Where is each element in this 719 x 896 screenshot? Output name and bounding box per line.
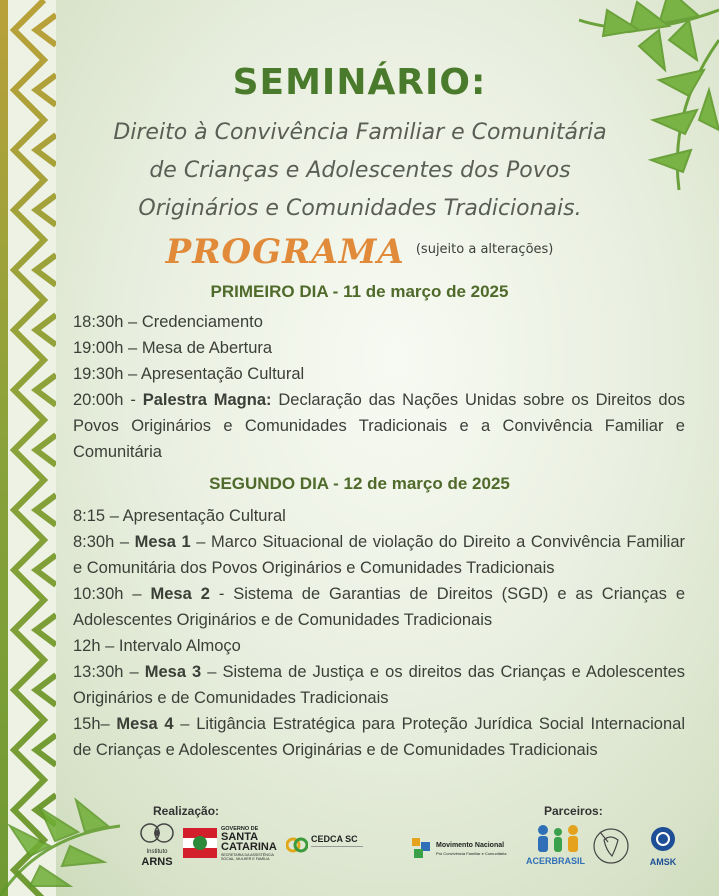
day2-heading: SEGUNDO DIA - 12 de março de 2025 [209, 474, 510, 493]
cedca-divider [311, 846, 363, 857]
programa-note: (sujeito a alterações) [415, 242, 554, 257]
sc-flag-icon [183, 828, 217, 858]
sc-name-1: SANTA [221, 831, 259, 843]
realizacao-label: Realização: [153, 804, 220, 818]
programa-heading: PROGRAMA [165, 232, 405, 272]
cedca-text: CEDCA SC [311, 834, 358, 844]
acer-brasil-logo [526, 824, 590, 868]
movimento-text: Movimento Nacional [436, 842, 505, 849]
schedule-item: 13:30h – Mesa 3 – Sistema de Justiça e os direitos das Crianças e Adolescentes Originários e de Comunidades Tradicionais [73, 663, 685, 707]
movimento-emblem-icon [410, 836, 432, 860]
subtitle-line: Direito à Convivência Familiar e Comunitária [113, 120, 607, 145]
schedule-item: 20:00h - Palestra Magna: Declaração das Nações Unidas sobre os Direitos dos Povos Originários e Comunidades Tradicionais e a Convivência Familiar e Comunitária [73, 391, 685, 461]
day1-heading: PRIMEIRO DIA - 11 de março de 2025 [210, 282, 509, 301]
schedule-item: 8:15 – Apresentação Cultural [73, 507, 286, 525]
page-title: SEMINÁRIO: [232, 62, 487, 103]
acer-text: ACERBRASIL [526, 856, 586, 866]
sc-name-2: CATARINA [221, 841, 277, 853]
arns-emblem-icon [139, 822, 175, 844]
schedule-item: 8:30h – Mesa 1 – Marco Situacional de violação do Direito a Convivência Familiar e Comunitária dos Povos Originários e Comunidades Tradicionais [73, 533, 685, 577]
parceiros-label: Parceiros: [544, 804, 603, 818]
sc-sub-text: SECRETARIA DA ASSISTÊNCIA SOCIAL, MULHER E FAMÍLIA [221, 853, 274, 862]
schedule-item: 19:00h – Mesa de Abertura [73, 339, 273, 357]
arns-top-text: Instituto [146, 849, 168, 855]
day2-schedule [73, 503, 685, 763]
subtitle-line: Originários e Comunidades Tradicionais. [138, 196, 582, 221]
cedca-logo [286, 832, 366, 860]
seminar-subtitle [60, 114, 660, 228]
arns-logo [136, 822, 178, 868]
movimento-nacional-logo [410, 834, 525, 864]
programa-heading-row [0, 232, 719, 272]
subtitle-line: de Crianças e Adolescentes dos Povos [149, 158, 571, 183]
schedule-item: 15h– Mesa 4 – Litigância Estratégica para Proteção Jurídica Social Internacional de Crianças e Adolescentes Originárias e de Comunidades Tradicionais [73, 715, 685, 759]
schedule-item: 18:30h – Credenciamento [73, 313, 263, 331]
cedca-emblem-icon [286, 834, 308, 856]
amsk-emblem-icon [650, 826, 676, 852]
feather-map-emblem-icon [592, 826, 630, 866]
sc-gov-text: GOVERNO DE [221, 826, 259, 832]
schedule-item: 12h – Intervalo Almoço [73, 637, 241, 655]
amsk-logo [640, 826, 686, 870]
santa-catarina-logo [183, 826, 283, 866]
day1-schedule [73, 309, 685, 465]
palm-leaf-decoration-bottom [0, 746, 150, 896]
arns-text: ARNS [141, 856, 173, 868]
acer-people-icon [533, 824, 583, 854]
schedule-item: 10:30h – Mesa 2 - Sistema de Garantias de Direitos (SGD) e as Crianças e Adolescentes Originários e de Comunidades Tradicionais [73, 585, 685, 629]
amsk-text: AMSK [649, 857, 677, 867]
movimento-sub-text: Pró Convivência Familiar e Comunitária [436, 851, 507, 856]
schedule-item: 19:30h – Apresentação Cultural [73, 365, 305, 383]
